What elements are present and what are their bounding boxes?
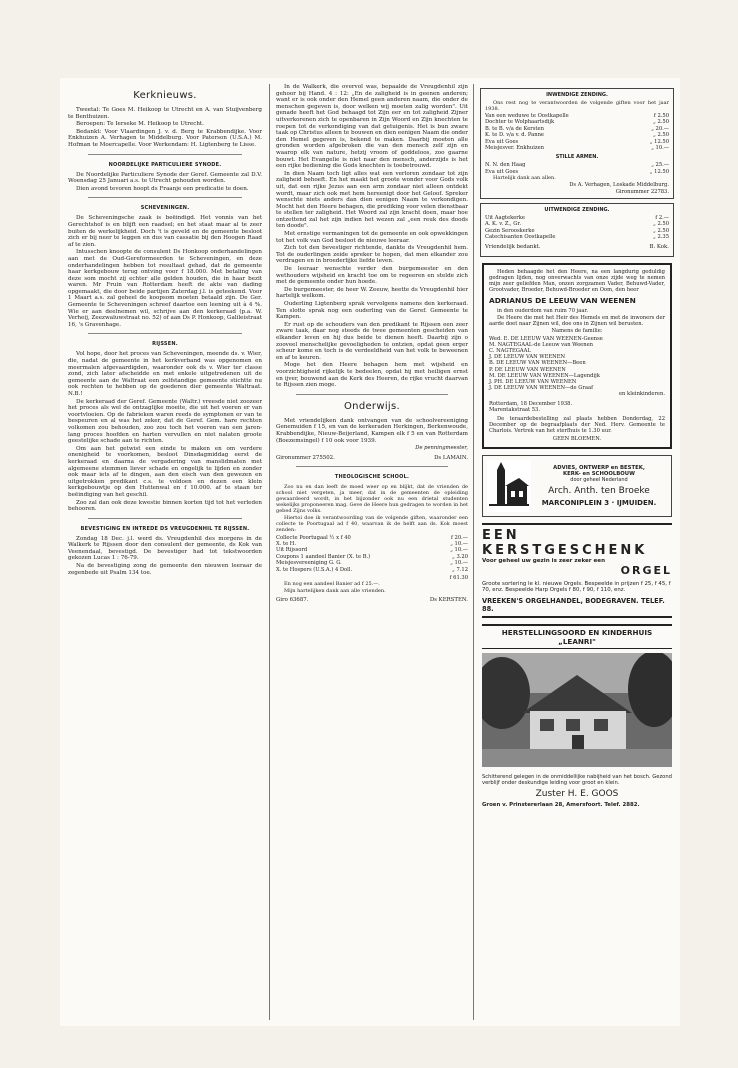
vreugdenhil-paragraph: Met ernstige vermaningen tot de gemeente en ook opwekkingen tot het volk van God besloot de nieuwe leeraar.: [276, 231, 468, 244]
gift-row-label: Uit Rijssord: [276, 547, 308, 554]
leanri-title: HERSTELLINGSOORD EN KINDERHUIS „LEANRI": [482, 624, 672, 649]
house-photo-icon: [482, 653, 672, 767]
notice-hope: De Heere die met het Heir des Hemels en met de inwoners der aarde doet naar Zijnen wil, doe ons in Zijnen wil berusten.: [489, 314, 665, 328]
gift-row-label: Coupons 1 aandeel Banier (X. te B.): [276, 553, 371, 560]
notice-family-head: Namens de familie:: [551, 328, 603, 335]
family-member: B. DE LEEUW VAN WEENEN—Been: [489, 360, 586, 367]
scheveningen-paragraph: De Scheveningsche zaak is beëindigd. Het vonnis van het Gerechtshof is en blijft een raadsel; en het staat maar al te zeer buiten de werkelijkheid. Doch 't is geveld en de gemeente besloot zich er bij neer te leggen en dus van cassatie bij den Hoogen Raad af te zien.: [68, 215, 262, 248]
column-middle: [276, 84, 468, 1020]
family-member: P. DE LEEUW VAN WEENEN: [489, 366, 566, 373]
signer-name: Ds LAMAIN.: [434, 454, 468, 461]
kerstgeschenk-orgel: [482, 564, 672, 577]
gift-row-label: Meisjesvereeniging G. G.: [276, 560, 342, 567]
gift-row-amount: „ 10.—: [450, 540, 468, 547]
divider: [296, 394, 448, 395]
notice-name: ADRIANUS DE LEEUW VAN WEENEN: [489, 295, 636, 305]
synode-paragraph: Dien avond tevoren hoopt ds Fraanje een predicatie te doen.: [76, 185, 249, 192]
gift-row-label: B. te B. v/a de Kersten: [485, 125, 544, 132]
gift-row: [276, 567, 468, 573]
inwendige-zending-box: [480, 88, 674, 199]
leanri-address: Groen v. Prinstererlaan 28, Amersfoort. Telef. 2882.: [482, 801, 640, 808]
kerstgeschenk-title: EEN KERSTGESCHENK: [482, 523, 672, 558]
gift-row: [485, 145, 669, 151]
family-member: Wed. E. DE LEEUW VAN WEENEN-Geense: [489, 335, 603, 342]
family-member: M. NAGTEGAAL-de Leeuw van Weenen: [489, 341, 593, 348]
theo-paragraph: Hiertoi doe ik verantwoording van de volgende giften, waaronder een collecte te Poortugaal ad f 40, waarvan ik de helft aan ds. Kok moest zenden:: [276, 514, 468, 533]
architect-name: Arch. Anth. ten Broeke: [548, 485, 650, 496]
divider: [296, 466, 448, 467]
divider: [88, 518, 242, 519]
death-notice: [482, 263, 672, 449]
uitwendige-list: [485, 215, 669, 241]
divider: [88, 333, 242, 334]
theo-total: f 61.30: [449, 574, 468, 581]
gift-row-label: Dochter te Wolphaartsdijk: [485, 119, 555, 126]
gift-row-amount: „ 10.—: [450, 547, 468, 554]
gift-row-label: X. te H.: [276, 540, 296, 547]
gift-row-label: X. te Hospers (U.S.A.) 4 Doll.: [276, 566, 353, 573]
scheveningen-paragraph: Intusschen knoopte de consulent Ds Honkoop onderhandelingen aan met de Oud-Gereformeerden te Scheveningen, en deze onderhandelingen hebben tot resultaat gehad, dat de gemeente haar kerkgebouw terug ontving voor f 18.000. Met betaling van deze som mocht zij echter alle gelden houden, die in haar bezit waren. Mr Fruin van Rotterdam heeft de akte van dading opgemaakt, die door beide partijen Zaterdag j.l. is geteekend. Voor 1 Maart a.s. zal geheel de koopsom moeten betaald zijn. De Ger. Gemeente te Scheveningen schreef daartoe een leening uit à 4 %. Wie er aan deelnemen wil, schrijve aan den kerkeraad (p.a. W. Verheij, Zeezwaluwstraat no. 52) of aan Ds P. Honkoop, Galileistraat 16, 's Gravenhage.: [68, 249, 262, 328]
rijssen-paragraph: Zoo zal dan ook deze kwestie binnen korten tijd tot het verleden behooren.: [68, 499, 262, 513]
vreugdenhil-paragraph: Zich tot den bevestiger richtende, dankte ds Vreugdenhil hem. Tot de ouderlingen zeide spreker te hopen, dat men elkander zou verdragen en in broederlijke liefde leven.: [276, 245, 468, 265]
giro-number: Gironummer 275502.: [276, 454, 335, 461]
gift-row-amount: „ 3.20: [452, 553, 468, 560]
gift-row-amount: „ 12.50: [649, 168, 669, 175]
gift-row-label: Catechisanten Oostkapelle: [485, 234, 556, 241]
theo-paragraph: Zoo nu en dan leeft de moed weer op en blijkt, dat de vrienden de school niet vergeten, ja meer, dat in de gemeenten de opleiding gewaardeerd wordt, in het bijzonder ook nu een drietal studenten wekelijks proponeeren mag. Geve de Heere hun gedragen te worden in het gebed Zijns volks.: [276, 483, 468, 514]
vreugdenhil-paragraph: Er rust op de schouders van den predikant te Rijssen een zeer zware taak, daar nog steeds de twee gemeenten gescheiden van elkander leven en hij dus beide te dienen heeft. Daarbij zijn o zooveel menschelijke gevoeligheden te ontzien, opdat geen erger scheur kome en toch is de verdeeldheid van het volk te beweenen en af te keuren.: [276, 321, 468, 361]
stille-giro: Gironummer 22783.: [615, 188, 669, 195]
gift-row-amount: „ 2.50: [653, 119, 669, 126]
gift-row-amount: „ 7.12: [452, 566, 468, 573]
column-right: [480, 84, 674, 1020]
gift-row-amount: „ 10.—: [450, 560, 468, 567]
signer-name: Ds KERSTEN.: [429, 597, 468, 604]
kerk-paragraph: Bedankt: Voor Vlaardingen J. v. d. Berg te Krabbendijke. Voor Enkhuizen A. Verhagen te Middelburg. Voor Paterson (U.S.A.) M. Hofman te Moercapelle. Voor Werkendam: H. Ligtenberg te Lisse.: [68, 128, 262, 148]
architect-ad-text: [531, 465, 667, 507]
family-member: J. DE LEEUW VAN WEENEN—de Graaf: [489, 385, 593, 392]
onderwijs-paragraph: Met vriendelijken dank ontvangen van de schoolvereeniging Genemuiden f 15, en van de kerkeraden Herkingen, Berkenwoude, Krabbendijke, Nieuw-Beijerland, Kampen elk f 5 en van Rotterdam (Boezemsingel) f 10 ook voor 1939.: [276, 417, 468, 444]
gift-row-label: Gezin Serooskerke: [485, 227, 535, 234]
section-title-bevestiging: BEVESTIGING EN INTREDE DS VREUGDENHIL TE RIJSSEN.: [80, 525, 250, 532]
notice-street: Marentakstraat 53.: [489, 406, 541, 413]
gift-row-label: Eva uit Goes: [485, 138, 519, 145]
section-title-kerknieuws: Kerknieuws.: [133, 90, 197, 101]
family-member: C. NAGTEGAAL: [489, 347, 531, 354]
kerstgeschenk-ad: [482, 523, 672, 618]
signer-name: B. Kok.: [649, 243, 669, 250]
gift-row-amount: „ 2.50: [653, 221, 669, 228]
notice-flowers: GEEN BLOEMEN.: [552, 435, 602, 442]
gift-row-label: Eva uit Goes: [485, 168, 519, 175]
ad-line: door geheel Nederland: [570, 476, 628, 483]
inwendige-zending-title: INWENDIGE ZENDING.: [546, 92, 608, 98]
column-rule: [473, 84, 474, 1020]
uitwendige-thanks: Vriendelijk bedankt.: [485, 243, 541, 250]
gift-row-amount: „ 2.50: [653, 132, 669, 139]
notice-family-list: [489, 336, 665, 398]
notice-age: in den ouderdom van ruim 70 jaar.: [497, 307, 589, 314]
gift-row-amount: „ 20.—: [651, 125, 669, 132]
theo-signature: [276, 597, 468, 603]
notice-burial: De teraardebestelling zal plaats hebben Donderdag, 22 December op de begraafplaats der Ned. Herv. Gemeente te Charlois. Vertrek van het sterfhuis te 1.30 uur.: [489, 415, 665, 435]
notice-intro: Heden behaagde het den Heere, na een langdurig geduldig gedragen lijden, nog onverwachts van onze zijde weg te nemen mijn zeer geliefden Man, onzen zorgzamen Vader, Behuwd-Vader, Grootvader, Broeder, Behuwd-Broeder en Oom, den heer: [489, 268, 665, 294]
gift-row-label: A. K. v. Z., Gr.: [485, 221, 521, 228]
kerk-paragraph: Tweetal: Te Goes M. Heikoop te Utrecht en A. van Stuijvenberg te Benthuizen.: [68, 107, 262, 120]
newspaper-page: [60, 78, 680, 1026]
theo-gift-list: [276, 535, 468, 573]
gift-row-amount: „ 10.—: [651, 145, 669, 152]
uitwendige-sign: [485, 244, 669, 250]
giro-number: Giro 63687.: [276, 597, 309, 604]
stille-sign: Ds A. Verhagen, Loskade Middelburg.: [569, 182, 669, 189]
rijssen-paragraph: De kerkeraad der Geref. Gemeente (Waltr.) vreesde niet zoozeer het proces als wel de ontzaglijke moeite, die uit het voeren er van voortvloeien. Op de fabrieken waren reeds de symptonen er van te bespeuren en al was het zeker, dat de Geref. Gem. hare rechten volkomen zou behouden, zoo zou toch het voeren van een jaren-lang proces hoofden en harten vervullen en niet nalaten groote geestelijke schade aan te richten.: [68, 398, 262, 445]
vreugdenhil-paragraph: Moge het den Heere behagen hem met wijsheid en voorzichtigheid rijkelijk te bedeelen, opdat hij met heiligen ernst en ijver, bouwend aan de Kerk des Heeren, de rijke vrucht daarvan te Rijssen zien moge.: [276, 362, 468, 389]
gift-row-label: Collecte Poortugaal ½ x f 40: [276, 534, 351, 541]
leanri-caption: Schitterend gelegen in de onmiddellijke nabijheid van het bosch. Gezond verblijf onder deskundige leiding voor groot en klein.: [482, 773, 672, 786]
gift-row-amount: „ 25.—: [651, 162, 669, 169]
vreugdenhil-paragraph: In de Walkerk, die overvol was, bepaalde de Vreugdenhil zijn gehoor bij Hand. 4 : 12: „En de zaligheid is in geenen anderen; want er is ook onder den Hemel geen anderen naam, die onder de menschen gegeven is, door welken wij moeten zalig worden". Uit genade heeft het God behaagd tot Zijn eer en tot zaligheid Zijner uitverkorenen zich te openbaren in Zijn Woord en Zijn knechten te roepen tot de verkondiging van dat getuigenis. Het is bun zware taak op Christus alleen te bouwen en dien eenigen Naam die onder den Hemel gegeven is, bekend te maken. Daarbij moeten alle gronden worden afgebroken die van den mensch zelf zijn en waarop elk van nature, hetzij vroom of goddeloos, zoo gaarne bouwt. Het Evangelie is niet naar den mensch, anderzijds is het een rijke bediening die Gods knechten is toebetrouwd.: [276, 84, 468, 170]
bevestiging-paragraph: Na de bevestiging zong de gemeente den nieuwen leeraar de zegenbede uit Psalm 134 toe.: [68, 563, 262, 576]
rijssen-paragraph: Vol hope, door het proces van Scheveningen, meende ds. v. Wier, die, nadat de gemeente in het kerkverband was opgenomen en meermalen afgevaardigden, waaronder ook ds v. Wier ter classe zond, zich later afscheidde en met enkele uitgetredenen uit de gemeente aan de Waltraat een zelfstandige gemeente stichtte nu ook rechten te hebben op de goederen dier gemeente Waltraat. N.B.!: [68, 351, 262, 397]
family-member: M. DE LEEUW VAN WEENEN—Lagendijk: [489, 372, 600, 379]
gift-row-amount: „ 2.50: [653, 227, 669, 234]
family-member: en kleinkinderen.: [618, 391, 665, 398]
leanri-contact-name: Zuster H. E. GOOS: [535, 788, 619, 799]
gift-row-amount: f 20.—: [450, 534, 468, 541]
vreugdenhil-paragraph: In dien Naam toch ligt alles wat een verloren zondaar tot zijn zaligheid behoeft. En het maakt het groote wonder voor Gods volk uit, dat een rijke Jezus aan een arm zondaar niet alleen ontdekt wordt, maar zich ook met hem hereenigt door het Geloof. Spreker wenschte niets anders dan dien eenigen Naam te verkondigen. Mocht het den Heere behagen, die prediking voor velen dienstbaar te stellen ter zaligheid. Het Woord zal zijn kracht doen, maar hoe ontzettend zal het zijn indien het wezen zal „een reuk des doods ten doode".: [276, 170, 468, 230]
theo-after: Mijn hartelijken dank aan alle vrienden.: [284, 588, 386, 595]
section-title-scheveningen: SCHEVENINGEN.: [140, 205, 190, 212]
section-title-rijssen: RIJSSEN.: [152, 341, 178, 348]
gift-row: [485, 234, 669, 240]
theo-after: En nog een aandeel Banier ad f 25.—.: [284, 581, 380, 588]
synode-paragraph: De Noordelijke Particuliere Synode der Geref. Gemeente zal D.V. Woensdag 25 Januari a.s. te Utrecht gehouden worden.: [68, 171, 262, 185]
stille-armen-title: STILLE ARMEN.: [555, 154, 599, 161]
gift-row-label: Van een weduwe te Oostkapelle: [485, 113, 569, 119]
architect-ad: [482, 455, 672, 517]
gift-row-label: Uit Aagtekerke: [485, 215, 525, 222]
inwendige-list: [485, 113, 669, 151]
ad-line: ADVIES, ONTWERP en BESTEK,: [553, 464, 645, 471]
section-title-onderwijs: Onderwijs.: [344, 400, 400, 412]
family-member: J. DE LEEUW VAN WEENEN: [489, 354, 566, 361]
kerstgeschenk-shop: VREEKEN'S ORGELHANDEL, BODEGRAVEN. TELEF. 88.: [482, 597, 672, 618]
notice-place: Rotterdam, 18 December 1938.: [489, 400, 573, 407]
family-member: J. PH. DE LEEUW VAN WEENEN: [489, 378, 577, 385]
gift-row-label: K. te D. v/a v. d. Panne: [485, 132, 545, 139]
ad-line: KERK- en SCHOOLBOUW: [563, 470, 635, 477]
section-title-synode: NOORDELIJKE PARTICULIERE SYNODE.: [108, 161, 222, 168]
stille-thanks: Hartelijk dank aan allen.: [493, 175, 556, 182]
gift-row-label: N. N. den Haag: [485, 162, 526, 169]
church-icon: [487, 460, 531, 512]
rijssen-paragraph: Om aan het getwist een einde te maken en om verdere onenigheid te voorkomen, besloot Dinsdagmiddag eerst de kerkeraad en daarna de vergadering van manslidmaten met algemeene stemmen liever schade en ongelijk te lijden en zonder ook maar iets af te dingen, aan den eisch van den gewezen en uitgetrokken predikant c.s. te voldoen en dezen een klein kerkgebouwtje op den Huttenwal en f 10.000. af te staan ter beëindiging van het geschil.: [68, 445, 262, 498]
bevestiging-paragraph: Zondag 18 Dec. j.l. werd ds. Vreugdenhil des morgens in de Walkerk te Rijssen door den consulent der gemeente, ds Kok van Veenendaal, bevestigd. De bevestiger had tot tekstwoorden gekozen Lucas 1 : 76-79.: [68, 535, 262, 562]
onderwijs-signature: [276, 455, 468, 461]
orgel-word: ORGEL: [620, 563, 672, 577]
vreugdenhil-paragraph: Ouderling Ligtenberg sprak vervolgens namens den kerkeraad. Ten slotte sprak nog een ouderling van de Geref. Gemeente te Kampen.: [276, 301, 468, 321]
kerstgeschenk-subtitle: Voor geheel uw gezin is zeer zeker een: [482, 557, 606, 564]
stille-armen-list: [485, 162, 669, 175]
column-rule: [269, 84, 270, 1020]
leanri-ad: [482, 624, 672, 808]
gift-row-amount: f 2.50: [653, 113, 669, 119]
kerk-paragraph: Beroepen: Te Ierseke M. Heikoop te Utrecht.: [76, 121, 204, 128]
onderwijs-role: De penningmeester,: [415, 445, 468, 452]
gift-row-amount: f 2.—: [655, 215, 669, 222]
gift-row-amount: „ 12.50: [649, 138, 669, 145]
uitwendige-zending-box: [480, 203, 674, 257]
kerstgeschenk-text: Groote sortering le kl. nieuwe Orgels. Bespeelde in prijzen f 25, f 45, f 70, enz. Bespeelde Harp Orgels f 80, f 90, f 110, enz.: [482, 580, 671, 594]
vreugdenhil-paragraph: De leeraar wenschte verder den burgemeester en den wethouders wijsheid en kracht toe om te regeeren en stelde zich met de gemeente onder hun hoede.: [276, 266, 468, 286]
gift-row-label: Meisjesver. Enkhuizen: [485, 145, 545, 152]
uitwendige-zending-title: UITWENDIGE ZENDING.: [544, 207, 610, 214]
vreugdenhil-paragraph: De burgemeester, de heer W. Zeeuw, heette ds Vreugdenhil hier hartelijk welkom.: [276, 286, 468, 300]
divider: [88, 154, 242, 155]
architect-address: MARCONIPLEIN 3 · IJMUIDEN.: [541, 498, 657, 507]
gift-row-amount: „ 2.35: [653, 234, 669, 241]
inwendige-intro: Ons rest nog te verantwoorden de volgende giften voor het jaar 1938.: [485, 100, 669, 112]
divider: [88, 197, 242, 198]
column-left: [68, 84, 262, 1020]
section-title-theologische-school: THEOLOGISCHE SCHOOL.: [334, 473, 410, 480]
